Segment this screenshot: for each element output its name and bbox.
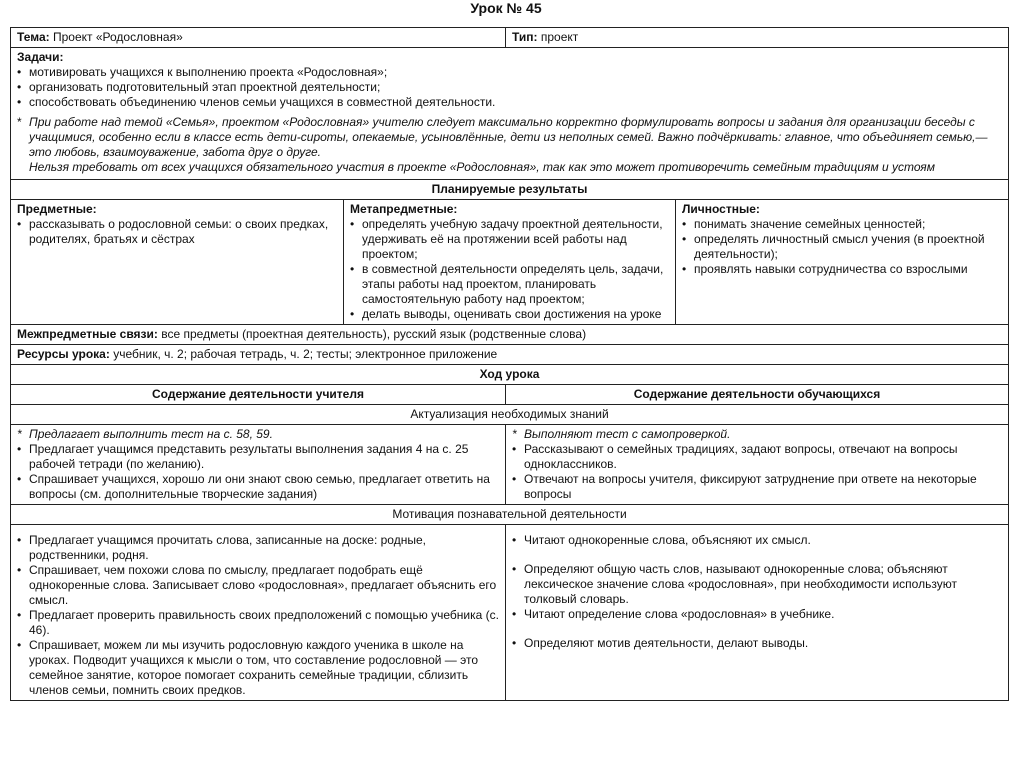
personal-result-item: • проявлять навыки сотрудничества со взрослыми	[682, 262, 1002, 277]
stage2-teacher-item: • Предлагает учащимся прочитать слова, записанные на доске: родные, родственники, родня.	[17, 533, 499, 563]
personal-result-item: • понимать значение семейных ценностей;	[682, 217, 1002, 232]
resources-row	[11, 345, 1009, 365]
stage1-title-row	[11, 405, 1009, 425]
theme-cell	[11, 28, 506, 48]
links-label: Межпредметные связи:	[17, 327, 158, 341]
theme-value: Проект «Родословная»	[52, 30, 183, 44]
stage2-students-cell	[506, 525, 1009, 701]
resources-cell	[11, 345, 1009, 365]
stage1-teacher-item: • Предлагает учащимся представить результаты выполнения задания 4 на с. 25 рабочей тетради (по желанию).	[17, 442, 499, 472]
stage2-teacher-cell	[11, 525, 506, 701]
links-row	[11, 325, 1009, 345]
stage2-students-list	[512, 533, 1002, 651]
links-value: все предметы (проектная деятельность), русский язык (родственные слова)	[161, 327, 587, 341]
stage2-teacher-list	[17, 533, 499, 698]
results-heading: Планируемые результаты	[11, 180, 1009, 200]
tasks-list	[17, 65, 1002, 110]
subject-result-item: • рассказывать о родословной семьи: о своих предках, родителях, братьях и сёстрах	[17, 217, 337, 247]
stage2-teacher-item: • Предлагает проверить правильность своих предположений с помощью учебника (с. 46).	[17, 608, 499, 638]
meta-results-cell	[344, 200, 676, 325]
task-item: • мотивировать учащихся к выполнению проекта «Родословная»;	[17, 65, 1002, 80]
subject-results-label: Предметные:	[17, 202, 97, 216]
stage1-students-item: • Рассказывают о семейных традициях, задают вопросы, отвечают на вопросы одноклассников.	[512, 442, 1002, 472]
type-value: проект	[540, 30, 579, 44]
resources-value: учебник, ч. 2; рабочая тетрадь, ч. 2; тесты; электронное приложение	[113, 347, 498, 361]
meta-result-item: • делать выводы, оценивать свои достижения на уроке	[350, 307, 669, 322]
teacher-column-header: Содержание деятельности учителя	[11, 385, 506, 405]
stage2-students-item: • Определяют общую часть слов, называют однокоренные слова; объясняют лексическое значение слова «родословная», при необходимости используют толковый словарь.	[512, 562, 1002, 607]
tasks-label: Задачи:	[17, 50, 64, 64]
stage1-students-list	[512, 427, 1002, 502]
stage2-title: Мотивация познавательной деятельности	[11, 505, 1009, 525]
personal-results-list	[682, 217, 1002, 277]
teacher-note: * При работе над темой «Семья», проектом «Родословная» учителю следует максимально корректно формулировать вопросы и задания для организации беседы с учащимися, особенно если в классе есть дети-сироты, опекаемые, усыновлённые, дети из неполных семей. Важно подчёркивать: главное, что объединяет семью,— это любовь, взаимоуважение, забота друг о друге.	[17, 115, 1002, 160]
course-heading: Ход урока	[11, 365, 1009, 385]
stage1-teacher-item: • Спрашивает учащихся, хорошо ли они знают свою семью, предлагает ответить на вопросы (см. дополнительные творческие задания)	[17, 472, 499, 502]
tasks-cell	[11, 48, 1009, 180]
stage1-students-test: * Выполняют тест с самопроверкой.	[512, 427, 1002, 442]
tasks-row	[11, 48, 1009, 180]
meta-result-item: • определять учебную задачу проектной деятельности, удерживать её на протяжении всей работы над проектом;	[350, 217, 669, 262]
stage2-teacher-item: • Спрашивает, можем ли мы изучить родословную каждого ученика в школе на уроках. Подводит учащихся к мысли о том, что составление родословной — это семейное занятие, которое помогает сохранить семейные традиции, сблизить членов семьи, помнить своих предков.	[17, 638, 499, 698]
stage2-students-item: • Читают однокоренные слова, объясняют их смысл.	[512, 533, 1002, 548]
personal-result-item: • определять личностный смысл учения (в проектной деятельности);	[682, 232, 1002, 262]
meta-result-item: • в совместной деятельности определять цель, задачи, этапы работы над проектом, планировать самостоятельную работу над проектом;	[350, 262, 669, 307]
teacher-note-2: Нельзя требовать от всех учащихся обязательного участия в проекте «Родословная», так как это может противоречить семейным традициям и устоям	[29, 160, 935, 174]
meta-results-label: Метапредметные:	[350, 202, 458, 216]
header-row	[11, 28, 1009, 48]
stage2-teacher-item: • Спрашивает, чем похожи слова по смыслу, предлагает подобрать ещё однокоренные слова. Записывает слово «родословная», предлагает объяснить его смысл.	[17, 563, 499, 608]
links-cell	[11, 325, 1009, 345]
students-column-header: Содержание деятельности обучающихся	[506, 385, 1009, 405]
stage1-teacher-test: * Предлагает выполнить тест на с. 58, 59.	[17, 427, 499, 442]
task-item: • способствовать объединению членов семьи учащихся в совместной деятельности.	[17, 95, 1002, 110]
course-columns-row	[11, 385, 1009, 405]
type-cell	[506, 28, 1009, 48]
type-label: Тип:	[512, 30, 538, 44]
theme-label: Тема:	[17, 30, 50, 44]
resources-label: Ресурсы урока:	[17, 347, 110, 361]
stage1-teacher-cell	[11, 425, 506, 505]
stage1-students-item: • Отвечают на вопросы учителя, фиксируют затруднение при ответе на некоторые вопросы	[512, 472, 1002, 502]
results-row	[11, 200, 1009, 325]
stage1-teacher-list	[17, 427, 499, 502]
stage1-title: Актуализация необходимых знаний	[11, 405, 1009, 425]
personal-results-cell	[676, 200, 1009, 325]
meta-results-list	[350, 217, 669, 322]
stage2-students-item: • Читают определение слова «родословная» в учебнике.	[512, 607, 1002, 622]
subject-results-cell	[11, 200, 344, 325]
subject-results-list	[17, 217, 337, 247]
stage2-title-row	[11, 505, 1009, 525]
course-heading-row	[11, 365, 1009, 385]
task-item: • организовать подготовительный этап проектной деятельности;	[17, 80, 1002, 95]
lesson-plan-table	[10, 27, 1009, 701]
results-heading-row	[11, 180, 1009, 200]
stage2-row	[11, 525, 1009, 701]
lesson-title: Урок № 45	[470, 0, 542, 16]
stage2-students-item: • Определяют мотив деятельности, делают выводы.	[512, 636, 1002, 651]
stage1-students-cell	[506, 425, 1009, 505]
stage1-row	[11, 425, 1009, 505]
personal-results-label: Личностные:	[682, 202, 760, 216]
lesson-plan-sheet	[10, 27, 1008, 701]
